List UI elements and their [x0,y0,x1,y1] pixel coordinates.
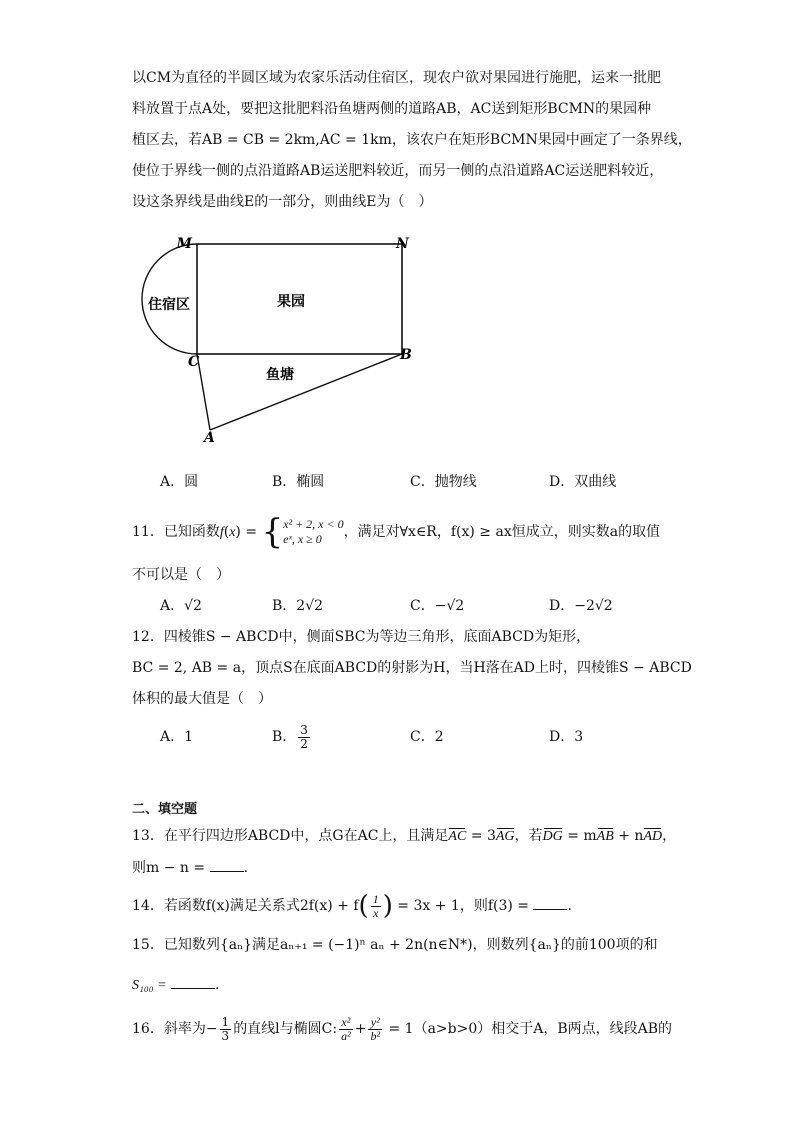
q15-line-1: 15．已知数列{aₙ}满足aₙ₊₁ = (−1)ⁿ aₙ + 2n(n∈N*)，则数列{aₙ}的前100项的和 [132,937,658,953]
q10-option-c: C．抛物线 [410,474,477,490]
label-C: C [188,354,200,370]
q11-number: 11．已知函数 [132,524,220,540]
q11-option-a: A．√2 [160,598,202,614]
vector-DG: DG [543,827,563,847]
q11-line-2: 不可以是（ ） [132,567,230,583]
q14-line: 14．若函数f(x)满足关系式2f(x) + f( $\frac{1}{x}$ ) = 3x + 1，则f(3) = . [132,891,572,921]
q16-y-fraction: $\frac{\text{y²}}{\text{b²}}$ [370,1014,381,1043]
q12-option-b: B． $\frac{3}{2}$ [272,722,308,751]
q11-option-b: B．2√2 [272,598,324,614]
label-N: N [396,236,409,252]
vector-AC: AC [448,827,466,847]
region-pond: 鱼塘 [266,367,294,383]
q11-case-1: x² + 2, x < 0 [283,517,344,531]
q15-answer-blank[interactable] [171,974,215,989]
q12-option-c: C．2 [410,729,444,745]
q12-option-a: A．1 [160,729,194,745]
q10-text-line-2: 料放置于点A处，要把这批肥料沿鱼塘两侧的道路AB，AC送到矩形BCMN的果园种 [132,101,652,117]
q12-option-b-fraction: $\frac{3}{2}$ [300,722,308,751]
q11-stem: 11．已知函数f(x) = { x² + 2, x < 0 eˣ, x ≥ 0 ，满足对∀x∈R，f(x) ≥ ax恒成立，则实数a的取值 [132,512,661,552]
label-M: M [176,236,192,252]
q11-option-d: D．−2√2 [549,598,613,614]
q13-answer-blank[interactable] [210,857,244,872]
q16-x-fraction: $\frac{\text{x²}}{\text{a²}}$ [341,1014,351,1043]
q13-line-1: 13．在平行四边形ABCD中，点G在AC上，且满足AC = 3AG，若DG = mAB + nAD， [132,826,676,847]
q10-option-b: B．椭圆 [272,474,325,490]
q10-text-line-5: 设这条界线是曲线E的一部分，则曲线E为（ ） [132,194,433,210]
region-orchard: 果园 [277,294,305,310]
q10-text-line-4: 使位于界线一侧的点沿道路AB运送肥料较近，而另一侧的点沿道路AC运送肥料较近， [132,163,664,179]
q10-option-d: D．双曲线 [549,474,617,490]
q16-line: 16．斜率为− $\frac{1}{3}$ 的直线l与椭圆C: $\frac{\text{x²}}{\text{a²}}$ + $\frac{\text{y²}}{\text{b²}}$ = 1（a>b>0）相交于A，B两点，线段AB的 [132,1014,673,1043]
q15-line-2: S₁₀₀ = . [132,974,219,996]
vector-AD: AD [643,827,662,847]
q10-option-a: A．圆 [160,474,199,490]
geometry-figure [140,232,430,446]
label-A: A [204,430,215,446]
q12-option-d: D．3 [549,729,584,745]
q16-slope-fraction: $\frac{1}{3}$ [221,1014,230,1043]
q14-answer-blank[interactable] [533,895,567,910]
q10-text-line-1: 以CM为直径的半圆区域为农家乐活动住宿区，现农户欲对果园进行施肥，运来一批肥 [132,70,662,86]
q11-text-after: ，满足对∀x∈R，f(x) ≥ ax恒成立，则实数a的取值 [343,524,661,540]
label-B: B [400,347,412,363]
section-heading-fill-in: 二、填空题 [132,802,198,817]
vector-AB: AB [597,827,614,847]
q14-fraction: $\frac{1}{x}$ [372,891,379,920]
q12-line-1: 12．四棱锥S − ABCD中，侧面SBC为等边三角形，底面ABCD为矩形， [132,629,591,645]
vector-AG: AG [496,827,515,847]
road-AB [210,354,402,430]
q13-line-2: 则m − n = . [132,857,248,878]
q11-option-c: C．−√2 [410,598,465,614]
q12-line-3: 体积的最大值是（ ） [132,691,272,707]
q11-case-2: eˣ, x ≥ 0 [283,532,322,546]
q12-line-2: BC = 2, AB = a，顶点S在底面ABCD的射影为H，当H落在AD上时，四棱锥S − ABCD [132,660,692,676]
q10-text-line-3: 植区去，若AB = CB = 2km,AC = 1km，该农户在矩形BCMN果园中画定了一条界线， [132,132,692,148]
q11-piecewise [283,517,343,547]
region-lodging: 住宿区 [148,297,190,313]
